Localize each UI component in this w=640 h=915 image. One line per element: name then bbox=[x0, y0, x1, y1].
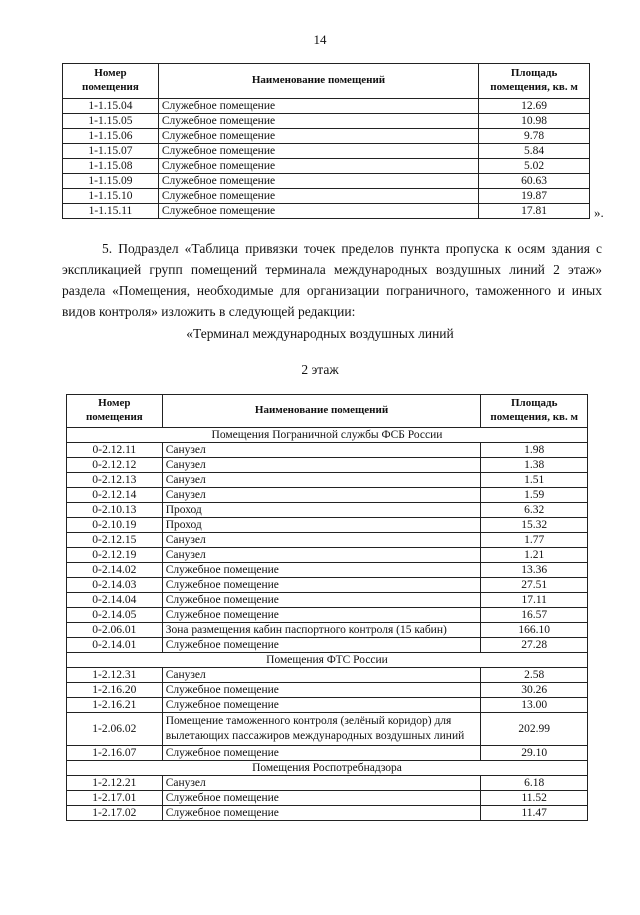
header-room-number: Номер помещения bbox=[63, 64, 159, 99]
room-area-cell: 17.11 bbox=[481, 593, 588, 608]
room-name-cell: Служебное помещение bbox=[162, 790, 481, 805]
header-room-area: Площадь помещения, кв. м bbox=[481, 395, 588, 428]
room-area-cell: 1.59 bbox=[481, 488, 588, 503]
section-row bbox=[67, 428, 588, 443]
header-room-name: Наименование помещений bbox=[162, 395, 481, 428]
table-row bbox=[63, 99, 590, 114]
table-row bbox=[67, 745, 588, 760]
room-area-cell: 202.99 bbox=[481, 713, 588, 746]
table-row bbox=[67, 668, 588, 683]
floor-heading: 2 этаж bbox=[301, 362, 339, 377]
room-number-cell: 1-1.15.07 bbox=[63, 144, 159, 159]
room-area-cell: 1.98 bbox=[481, 443, 588, 458]
table-row bbox=[67, 533, 588, 548]
section-title: Помещения ФТС России bbox=[67, 653, 588, 668]
room-name-cell: Служебное помещение bbox=[158, 129, 478, 144]
room-name-cell: Служебное помещение bbox=[162, 698, 481, 713]
room-area-cell: 11.52 bbox=[481, 790, 588, 805]
room-number-cell: 1-2.16.21 bbox=[67, 698, 163, 713]
room-name-cell: Служебное помещение bbox=[158, 99, 478, 114]
room-number-cell: 1-1.15.05 bbox=[63, 114, 159, 129]
room-number-cell: 1-1.15.11 bbox=[63, 204, 159, 219]
room-area-cell: 10.98 bbox=[479, 114, 590, 129]
header-room-name: Наименование помещений bbox=[158, 64, 478, 99]
room-name-cell: Служебное помещение bbox=[162, 745, 481, 760]
room-name-cell: Санузел bbox=[162, 548, 481, 563]
room-number-cell: 0-2.14.05 bbox=[67, 608, 163, 623]
room-area-cell: 6.32 bbox=[481, 503, 588, 518]
room-area-cell: 2.58 bbox=[481, 668, 588, 683]
room-area-cell: 19.87 bbox=[479, 189, 590, 204]
table-row bbox=[67, 473, 588, 488]
room-area-cell: 6.18 bbox=[481, 775, 588, 790]
room-number-cell: 0-2.12.11 bbox=[67, 443, 163, 458]
table-row bbox=[67, 488, 588, 503]
section-title: Помещения Пограничной службы ФСБ России bbox=[67, 428, 588, 443]
room-area-cell: 11.47 bbox=[481, 805, 588, 820]
room-number-cell: 1-1.15.06 bbox=[63, 129, 159, 144]
room-area-cell: 27.51 bbox=[481, 578, 588, 593]
table-row bbox=[67, 443, 588, 458]
closing-quote: ». bbox=[594, 205, 604, 220]
room-number-cell: 1-1.15.09 bbox=[63, 174, 159, 189]
room-name-cell: Служебное помещение bbox=[162, 578, 481, 593]
table-row bbox=[63, 144, 590, 159]
table-row bbox=[67, 713, 588, 746]
room-name-cell: Санузел bbox=[162, 458, 481, 473]
table-row bbox=[67, 805, 588, 820]
table-row bbox=[67, 683, 588, 698]
table-row bbox=[67, 518, 588, 533]
room-area-cell: 30.26 bbox=[481, 683, 588, 698]
room-number-cell: 0-2.14.01 bbox=[67, 638, 163, 653]
room-name-cell: Служебное помещение bbox=[158, 114, 478, 129]
table-row bbox=[67, 593, 588, 608]
section-row bbox=[67, 653, 588, 668]
room-area-cell: 15.32 bbox=[481, 518, 588, 533]
table-row bbox=[63, 174, 590, 189]
room-number-cell: 1-1.15.10 bbox=[63, 189, 159, 204]
room-number-cell: 0-2.10.19 bbox=[67, 518, 163, 533]
table-row bbox=[67, 790, 588, 805]
room-name-cell: Служебное помещение bbox=[158, 144, 478, 159]
room-area-cell: 5.84 bbox=[479, 144, 590, 159]
table-row bbox=[67, 563, 588, 578]
table-row bbox=[63, 189, 590, 204]
amendment-paragraph bbox=[62, 238, 602, 322]
room-name-cell: Помещение таможенного контроля (зелёный коридор) для вылетающих пассажиров международных воздушных линий bbox=[162, 713, 481, 746]
room-name-cell: Санузел bbox=[162, 533, 481, 548]
room-number-cell: 0-2.12.13 bbox=[67, 473, 163, 488]
room-name-cell: Служебное помещение bbox=[158, 159, 478, 174]
room-number-cell: 1-1.15.04 bbox=[63, 99, 159, 114]
room-name-cell: Служебное помещение bbox=[158, 204, 478, 219]
header-room-area: Площадь помещения, кв. м bbox=[479, 64, 590, 99]
page-number: 14 bbox=[313, 32, 327, 47]
table-row bbox=[67, 578, 588, 593]
table-row bbox=[67, 698, 588, 713]
room-name-cell: Служебное помещение bbox=[158, 189, 478, 204]
room-number-cell: 1-1.15.08 bbox=[63, 159, 159, 174]
room-area-cell: 5.02 bbox=[479, 159, 590, 174]
room-area-cell: 1.21 bbox=[481, 548, 588, 563]
room-area-cell: 1.51 bbox=[481, 473, 588, 488]
room-number-cell: 0-2.12.14 bbox=[67, 488, 163, 503]
room-number-cell: 0-2.06.01 bbox=[67, 623, 163, 638]
room-number-cell: 0-2.12.19 bbox=[67, 548, 163, 563]
table-row bbox=[63, 129, 590, 144]
room-name-cell: Санузел bbox=[162, 473, 481, 488]
header-room-number: Номер помещения bbox=[67, 395, 163, 428]
paragraph-text: 5. Подраздел «Таблица привязки точек пределов пункта пропуска к осям здания с экспликацией групп помещений терминала международных воздушных линий 2 этаж» раздела «Помещения, необходимые для организации пограничного, таможенного и иных видов контроля» изложить в следующей редакции: bbox=[62, 241, 602, 319]
room-number-cell: 1-2.17.01 bbox=[67, 790, 163, 805]
room-area-cell: 1.38 bbox=[481, 458, 588, 473]
table-row bbox=[67, 608, 588, 623]
room-number-cell: 0-2.10.13 bbox=[67, 503, 163, 518]
table-row bbox=[63, 114, 590, 129]
room-number-cell: 1-2.16.07 bbox=[67, 745, 163, 760]
terminal-heading: «Терминал международных воздушных линий bbox=[186, 326, 454, 341]
table-row bbox=[67, 503, 588, 518]
table-row bbox=[67, 775, 588, 790]
table-row bbox=[67, 458, 588, 473]
section-row bbox=[67, 760, 588, 775]
room-name-cell: Зона размещения кабин паспортного контроля (15 кабин) bbox=[162, 623, 481, 638]
room-name-cell: Санузел bbox=[162, 443, 481, 458]
section-title: Помещения Роспотребнадзора bbox=[67, 760, 588, 775]
room-area-cell: 60.63 bbox=[479, 174, 590, 189]
room-number-cell: 0-2.12.12 bbox=[67, 458, 163, 473]
room-name-cell: Служебное помещение bbox=[162, 593, 481, 608]
room-name-cell: Санузел bbox=[162, 668, 481, 683]
room-area-cell: 13.36 bbox=[481, 563, 588, 578]
room-area-cell: 16.57 bbox=[481, 608, 588, 623]
room-area-cell: 29.10 bbox=[481, 745, 588, 760]
room-area-cell: 17.81 bbox=[479, 204, 590, 219]
room-name-cell: Служебное помещение bbox=[162, 805, 481, 820]
room-number-cell: 1-2.16.20 bbox=[67, 683, 163, 698]
room-area-cell: 27.28 bbox=[481, 638, 588, 653]
room-number-cell: 0-2.12.15 bbox=[67, 533, 163, 548]
table-row bbox=[63, 204, 590, 219]
room-name-cell: Проход bbox=[162, 503, 481, 518]
room-number-cell: 0-2.14.03 bbox=[67, 578, 163, 593]
room-area-cell: 12.69 bbox=[479, 99, 590, 114]
room-name-cell: Служебное помещение bbox=[162, 683, 481, 698]
room-name-cell: Служебное помещение bbox=[162, 563, 481, 578]
room-area-cell: 13.00 bbox=[481, 698, 588, 713]
room-number-cell: 0-2.14.04 bbox=[67, 593, 163, 608]
room-name-cell: Служебное помещение bbox=[162, 638, 481, 653]
table-row bbox=[67, 623, 588, 638]
table-row bbox=[63, 159, 590, 174]
rooms-table-floor-1 bbox=[62, 63, 590, 219]
room-name-cell: Служебное помещение bbox=[162, 608, 481, 623]
room-name-cell: Служебное помещение bbox=[158, 174, 478, 189]
room-area-cell: 9.78 bbox=[479, 129, 590, 144]
room-number-cell: 1-2.17.02 bbox=[67, 805, 163, 820]
room-number-cell: 1-2.12.31 bbox=[67, 668, 163, 683]
table-row bbox=[67, 548, 588, 563]
room-number-cell: 1-2.06.02 bbox=[67, 713, 163, 746]
room-name-cell: Проход bbox=[162, 518, 481, 533]
room-number-cell: 0-2.14.02 bbox=[67, 563, 163, 578]
rooms-table-floor-2 bbox=[66, 394, 588, 821]
room-area-cell: 1.77 bbox=[481, 533, 588, 548]
room-area-cell: 166.10 bbox=[481, 623, 588, 638]
room-name-cell: Санузел bbox=[162, 775, 481, 790]
room-name-cell: Санузел bbox=[162, 488, 481, 503]
room-number-cell: 1-2.12.21 bbox=[67, 775, 163, 790]
table-row bbox=[67, 638, 588, 653]
